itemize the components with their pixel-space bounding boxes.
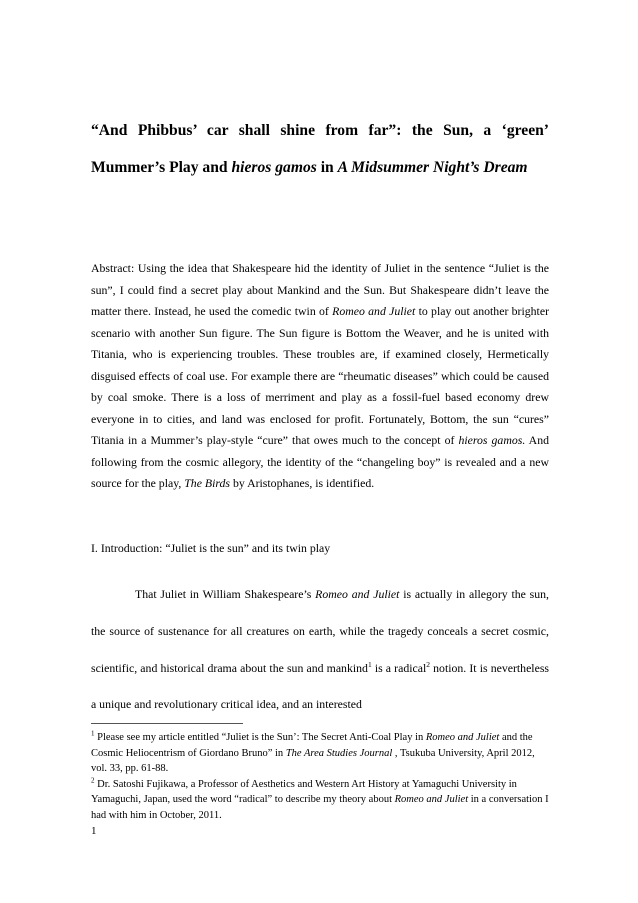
body-paragraph <box>91 576 549 723</box>
footnote-text: Please see my article entitled “Juliet is the Sun’: The Secret Anti-Coal Play in <box>94 732 426 743</box>
page-number: 1 <box>91 825 97 837</box>
footnote-ref-2[interactable]: 2 <box>426 659 431 669</box>
section-heading: I. Introduction: “Juliet is the sun” and its twin play <box>91 541 331 555</box>
title-italic-play-name: A Midsummer Night’s Dream <box>337 159 528 176</box>
footnote-text: and the Cosmic Heliocentrism of Giordano Bruno” in <box>91 732 533 759</box>
title-text: “And Phibbus’ car shall shine from far”: the Sun, a ‘green’ Mummer’s Play and <box>91 122 549 176</box>
footnote-number: 2 <box>91 776 95 785</box>
footnote-italic: Romeo and Juliet <box>394 794 469 806</box>
paper-title <box>91 112 549 186</box>
body-text: notion. It is nevertheless a unique and revolutionary critical idea, and an interested <box>91 660 549 712</box>
body-text: That Juliet in William Shakespeare’s <box>135 587 316 601</box>
body-text: is actually in allegory the sun, the source of sustenance for all creatures on earth, while the tragedy conceals a secret cosmic, scientific, and historical drama about the sun and mankind <box>91 587 549 675</box>
footnote-text: in a conversation I had with him in October, 2011. <box>91 794 549 821</box>
abstract-text: by Aristophanes, is identified. <box>230 476 375 490</box>
footnote-italic: The Area Studies Journal <box>285 747 393 759</box>
footnote-2 <box>91 777 549 824</box>
title-italic-hieros-gamos: hieros gamos <box>231 159 317 176</box>
footnote-text: Dr. Satoshi Fujikawa, a Professor of Aesthetics and Western Art History at Yamaguchi University in Yamaguchi, Japan, used the word “radical” to describe my theory about <box>91 778 517 806</box>
abstract-italic: The Birds <box>184 476 231 490</box>
abstract-italic: hieros gamos. <box>458 433 526 447</box>
abstract-italic: Romeo and Juliet <box>332 304 416 318</box>
footnote-1 <box>91 730 549 777</box>
abstract-text: to play out another brighter scenario with another Sun figure. The Sun figure is Bottom the Weaver, and he is united with Titania, who is experiencing troubles. These troubles are, if examined closely, Hermetically disguised effects of coal use. For example there are “rheumatic diseases” which could be caused by coal smoke. There is a loss of merriment and play as a fossil-fuel based economy drew everyone in to cities, and land was enclosed for profit. Fortunately, Bottom, the sun “cures” Titania in a Mummer’s play-style “cure” that owes much to the concept of <box>91 304 549 447</box>
abstract-paragraph <box>91 258 549 495</box>
footnote-number: 1 <box>91 729 95 738</box>
footnote-italic: Romeo and Juliet <box>425 732 500 743</box>
footnotes <box>91 730 549 824</box>
abstract-text: And following from the cosmic allegory, the identity of the “changeling boy” is revealed and a new source for the play, <box>91 433 549 490</box>
body-text: is a radical <box>371 660 427 675</box>
footnote-text: , Tsukuba University, April 2012, vol. 33, pp. 61-88. <box>91 747 535 775</box>
footnote-divider <box>91 723 243 724</box>
body-italic: Romeo and Juliet <box>315 587 400 601</box>
footnote-ref-1[interactable]: 1 <box>367 659 372 669</box>
abstract-text: Abstract: Using the idea that Shakespeare hid the identity of Juliet in the sentence “Juliet is the sun”, I could find a secret play about Mankind and the Sun. But Shakespeare didn’t leave the matter there. Instead, he used the comedic twin of <box>91 261 549 318</box>
title-text: in <box>316 159 338 176</box>
